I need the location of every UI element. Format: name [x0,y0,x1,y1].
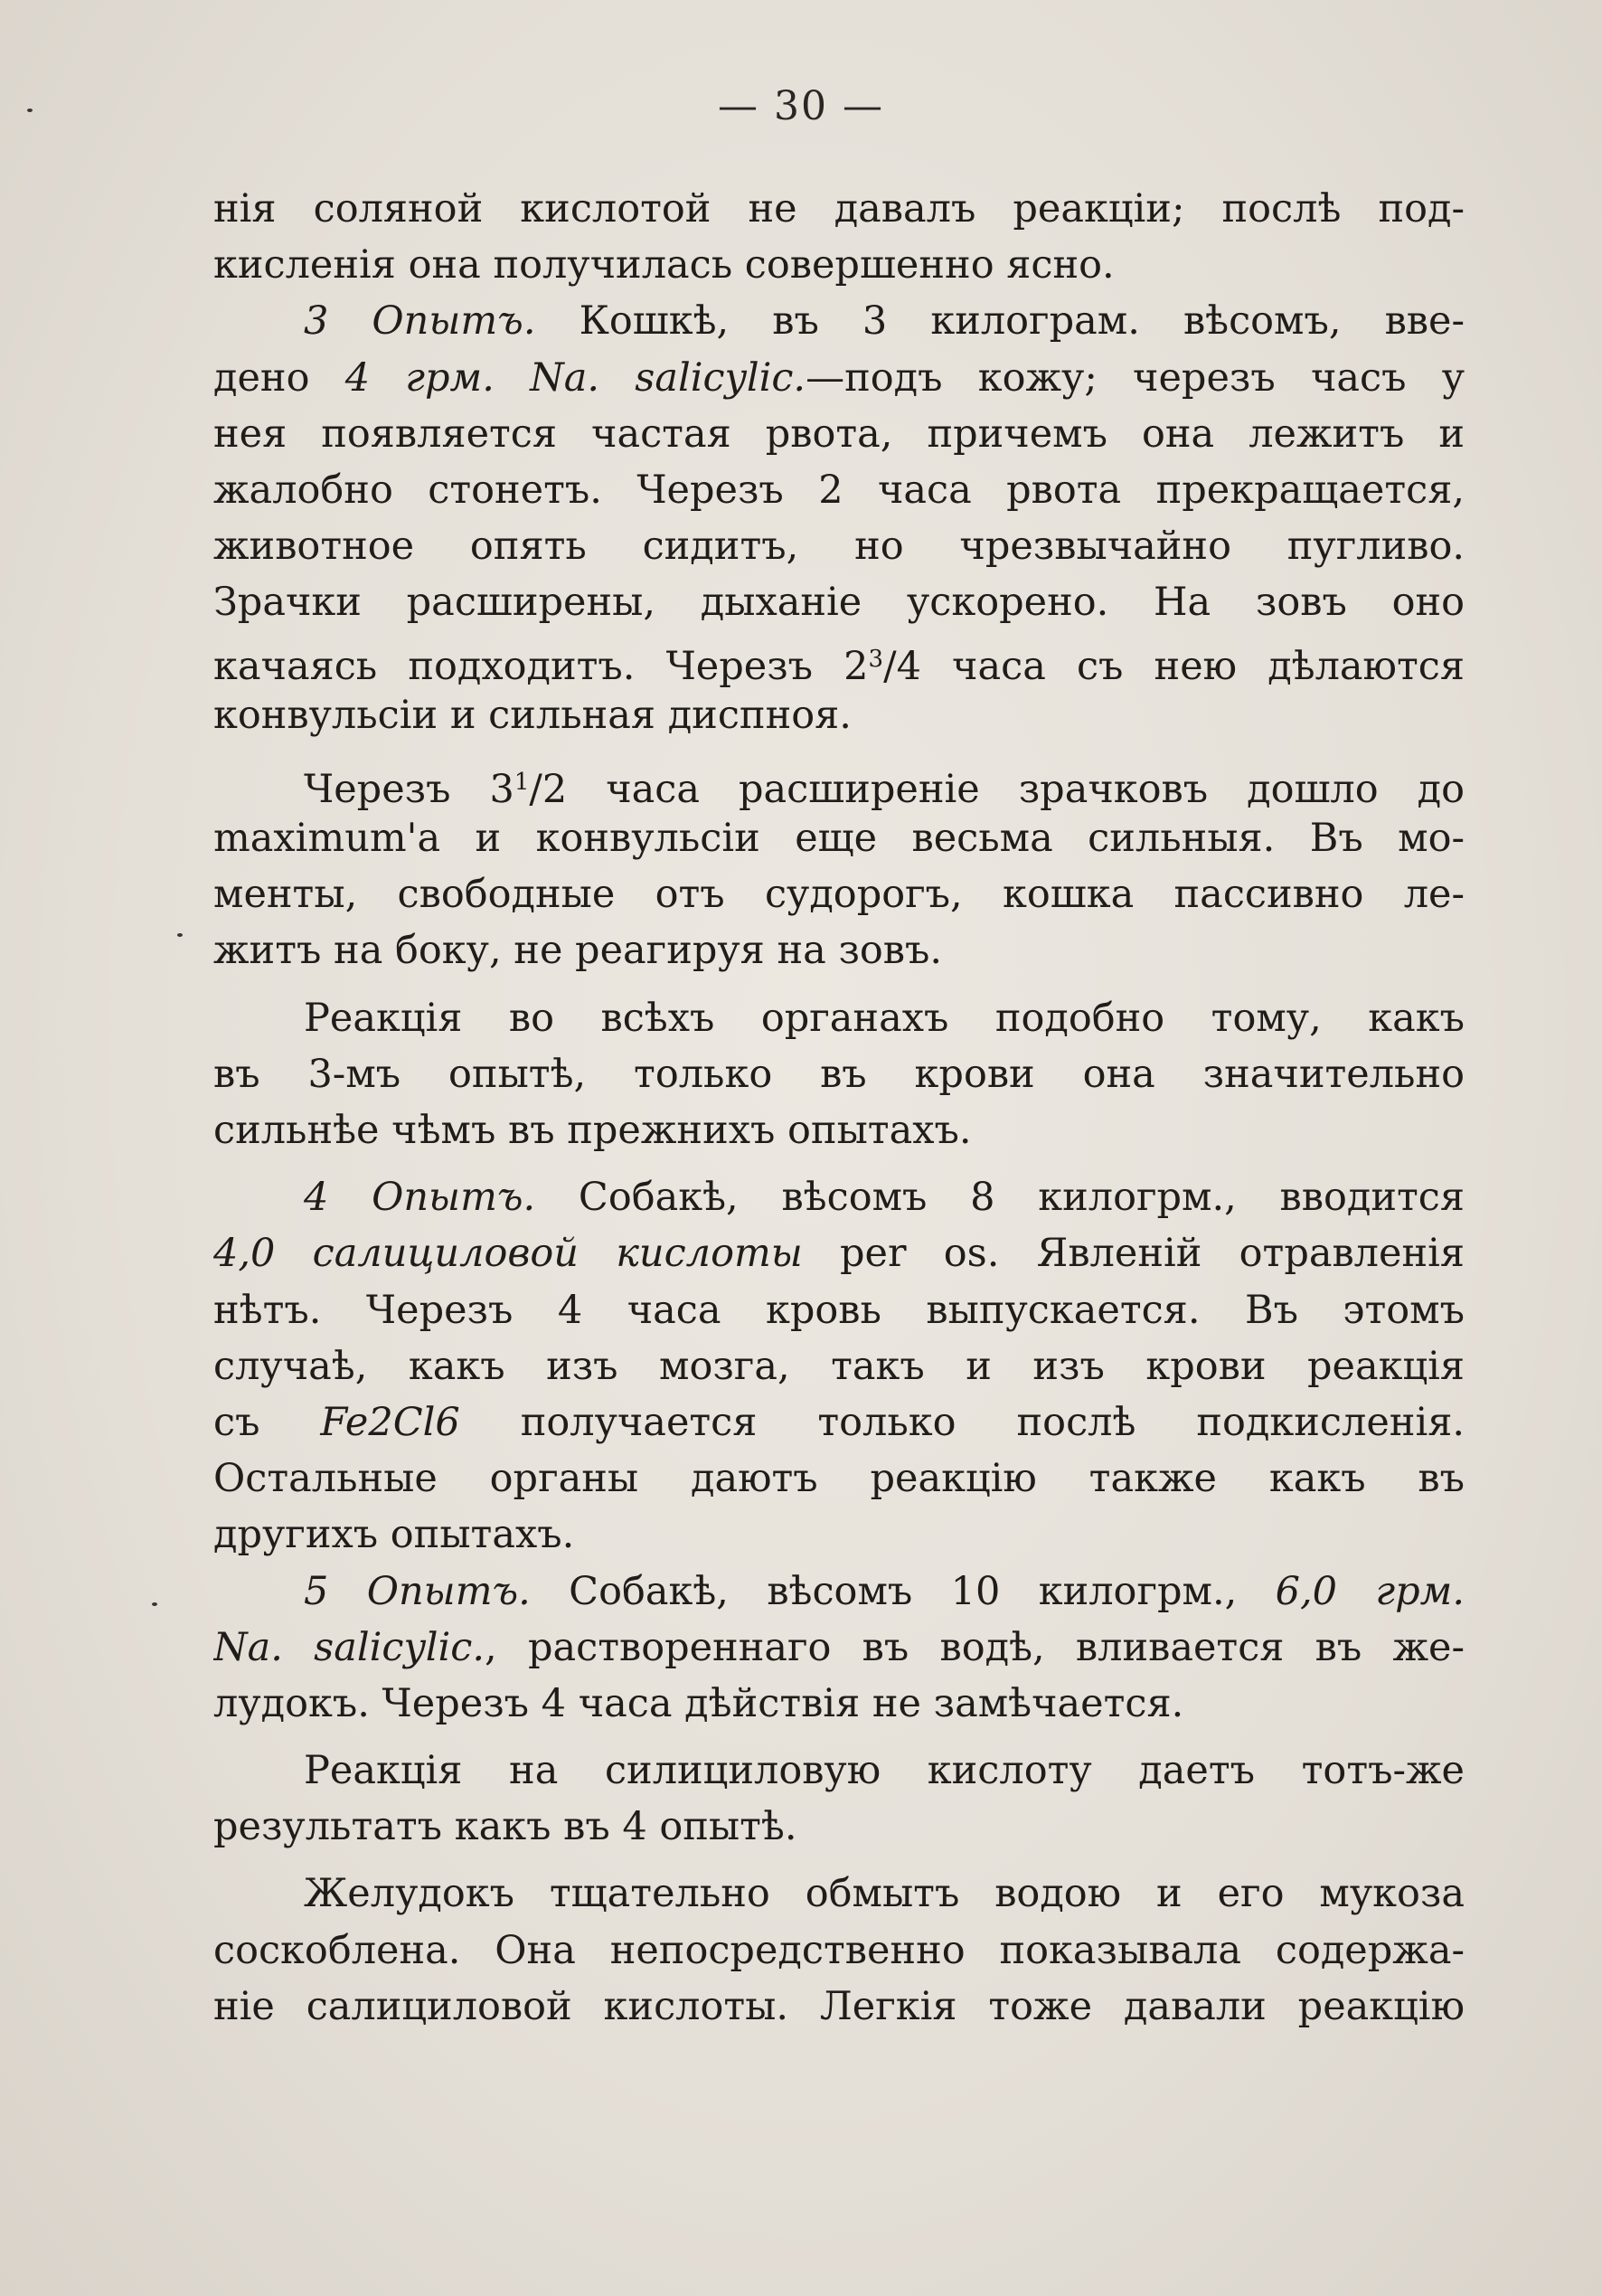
text-line: кисленія она получилась совершенно ясно. [213,242,1115,288]
paper-speck [177,933,183,937]
text-run: —подъ кожу; черезъ часъ у [806,354,1465,401]
text-line [213,1169,1465,1225]
text-line: жалобно стонетъ. Черезъ 2 часа рвота прекращается, [213,467,1465,513]
text-line: Реакція на силициловую кислоту даетъ тотъ-же [304,1748,1465,1794]
text-run: получается только послѣ подкисленія. [459,1399,1465,1445]
text-line: сильнѣе чѣмъ въ прежнихъ опытахъ. [213,1108,972,1153]
text-line [213,293,1465,349]
text-run: Собакѣ, вѣсомъ 8 килогрм., вводится [535,1175,1465,1221]
text-line: нія соляной кислотой не давалъ реакціи; послѣ под- [213,186,1465,231]
paper-speck [152,1602,157,1606]
text-line [213,631,1465,687]
text-line: ніе салициловой кислоты. Легкія тоже давали реакцію [213,1983,1465,2029]
text-line: конвульсіи и сильная диспноя. [213,692,852,738]
text-line: житъ на боку, не реагируя на зовъ. [213,928,943,974]
text-line: въ 3-мъ опытѣ, только въ крови она значительно [213,1051,1465,1097]
italic-run: 3 Опытъ. [304,298,536,345]
italic-run: Na. salicylic. [213,1624,485,1670]
text-line: maximum'а и конвульсіи еще весьма сильныя. Въ мо- [213,816,1465,862]
text-line: Реакція во всѣхъ органахъ подобно тому, какъ [304,995,1465,1041]
text-line: результатъ какъ въ 4 опытѣ. [213,1804,797,1850]
text-run: съ [213,1399,321,1445]
text-run: Собакѣ, вѣсомъ 10 килогрм., [530,1568,1276,1614]
text-run: качаясь подходитъ. Черезъ 2 [213,643,869,687]
body-text [213,181,1465,2035]
italic-run: 6,0 грм. [1275,1568,1465,1614]
text-line: Остальные органы даютъ реакцію также какъ въ [213,1456,1465,1502]
text-line: нѣтъ. Черезъ 4 часа кровь выпускается. Въ этомъ [213,1287,1465,1333]
text-run: Кошкѣ, въ 3 килограм. вѣсомъ, вве- [535,298,1465,345]
text-line: лудокъ. Черезъ 4 часа дѣйствія не замѣчается. [213,1680,1184,1726]
paper-speck [27,109,33,112]
text-run: Черезъ 3 [304,766,514,811]
text-line [213,1620,1465,1676]
italic-run: Fe2Cl6 [320,1399,460,1445]
text-line: соскоблена. Она непосредственно показывала содержа- [213,1927,1465,1973]
text-line: другихъ опытахъ. [213,1512,575,1558]
italic-run: 5 Опытъ. [304,1568,531,1614]
text-line [213,1394,1465,1450]
text-line [213,1225,1465,1281]
text-line [213,350,1465,406]
italic-run: 4 грм. Na. salicylic. [344,354,806,401]
text-line [213,754,1465,810]
text-run: per os. Явленій отравленія [802,1231,1465,1277]
italic-run: 4 Опытъ. [304,1175,536,1221]
page-number: — 30 — [718,83,884,129]
text-run: /4 часа съ нею дѣлаются [883,643,1465,687]
superscript: 1 [514,768,530,796]
text-run: дено [213,354,345,401]
text-line: случаѣ, какъ изъ мозга, такъ и изъ крови реакція [213,1343,1465,1389]
italic-run: 4,0 салициловой кислоты [213,1231,803,1277]
text-line: животное опять сидитъ, но чрезвычайно пугливо. [213,524,1465,570]
text-run: /2 часа расширеніе зрачковъ дошло до [529,766,1465,811]
text-line: нея появляется частая рвота, причемъ она лежитъ и [213,411,1465,457]
superscript: 3 [868,645,884,673]
text-line [213,1564,1465,1620]
text-line: Желудокъ тщательно обмытъ водою и его мукоза [304,1871,1465,1917]
text-line: менты, свободные отъ судорогъ, кошка пассивно ле- [213,872,1465,918]
text-run: , раствореннаго въ водѣ, вливается въ же- [485,1624,1465,1670]
text-line: Зрачки расширены, дыханіе ускорено. На зовъ оно [213,580,1465,626]
